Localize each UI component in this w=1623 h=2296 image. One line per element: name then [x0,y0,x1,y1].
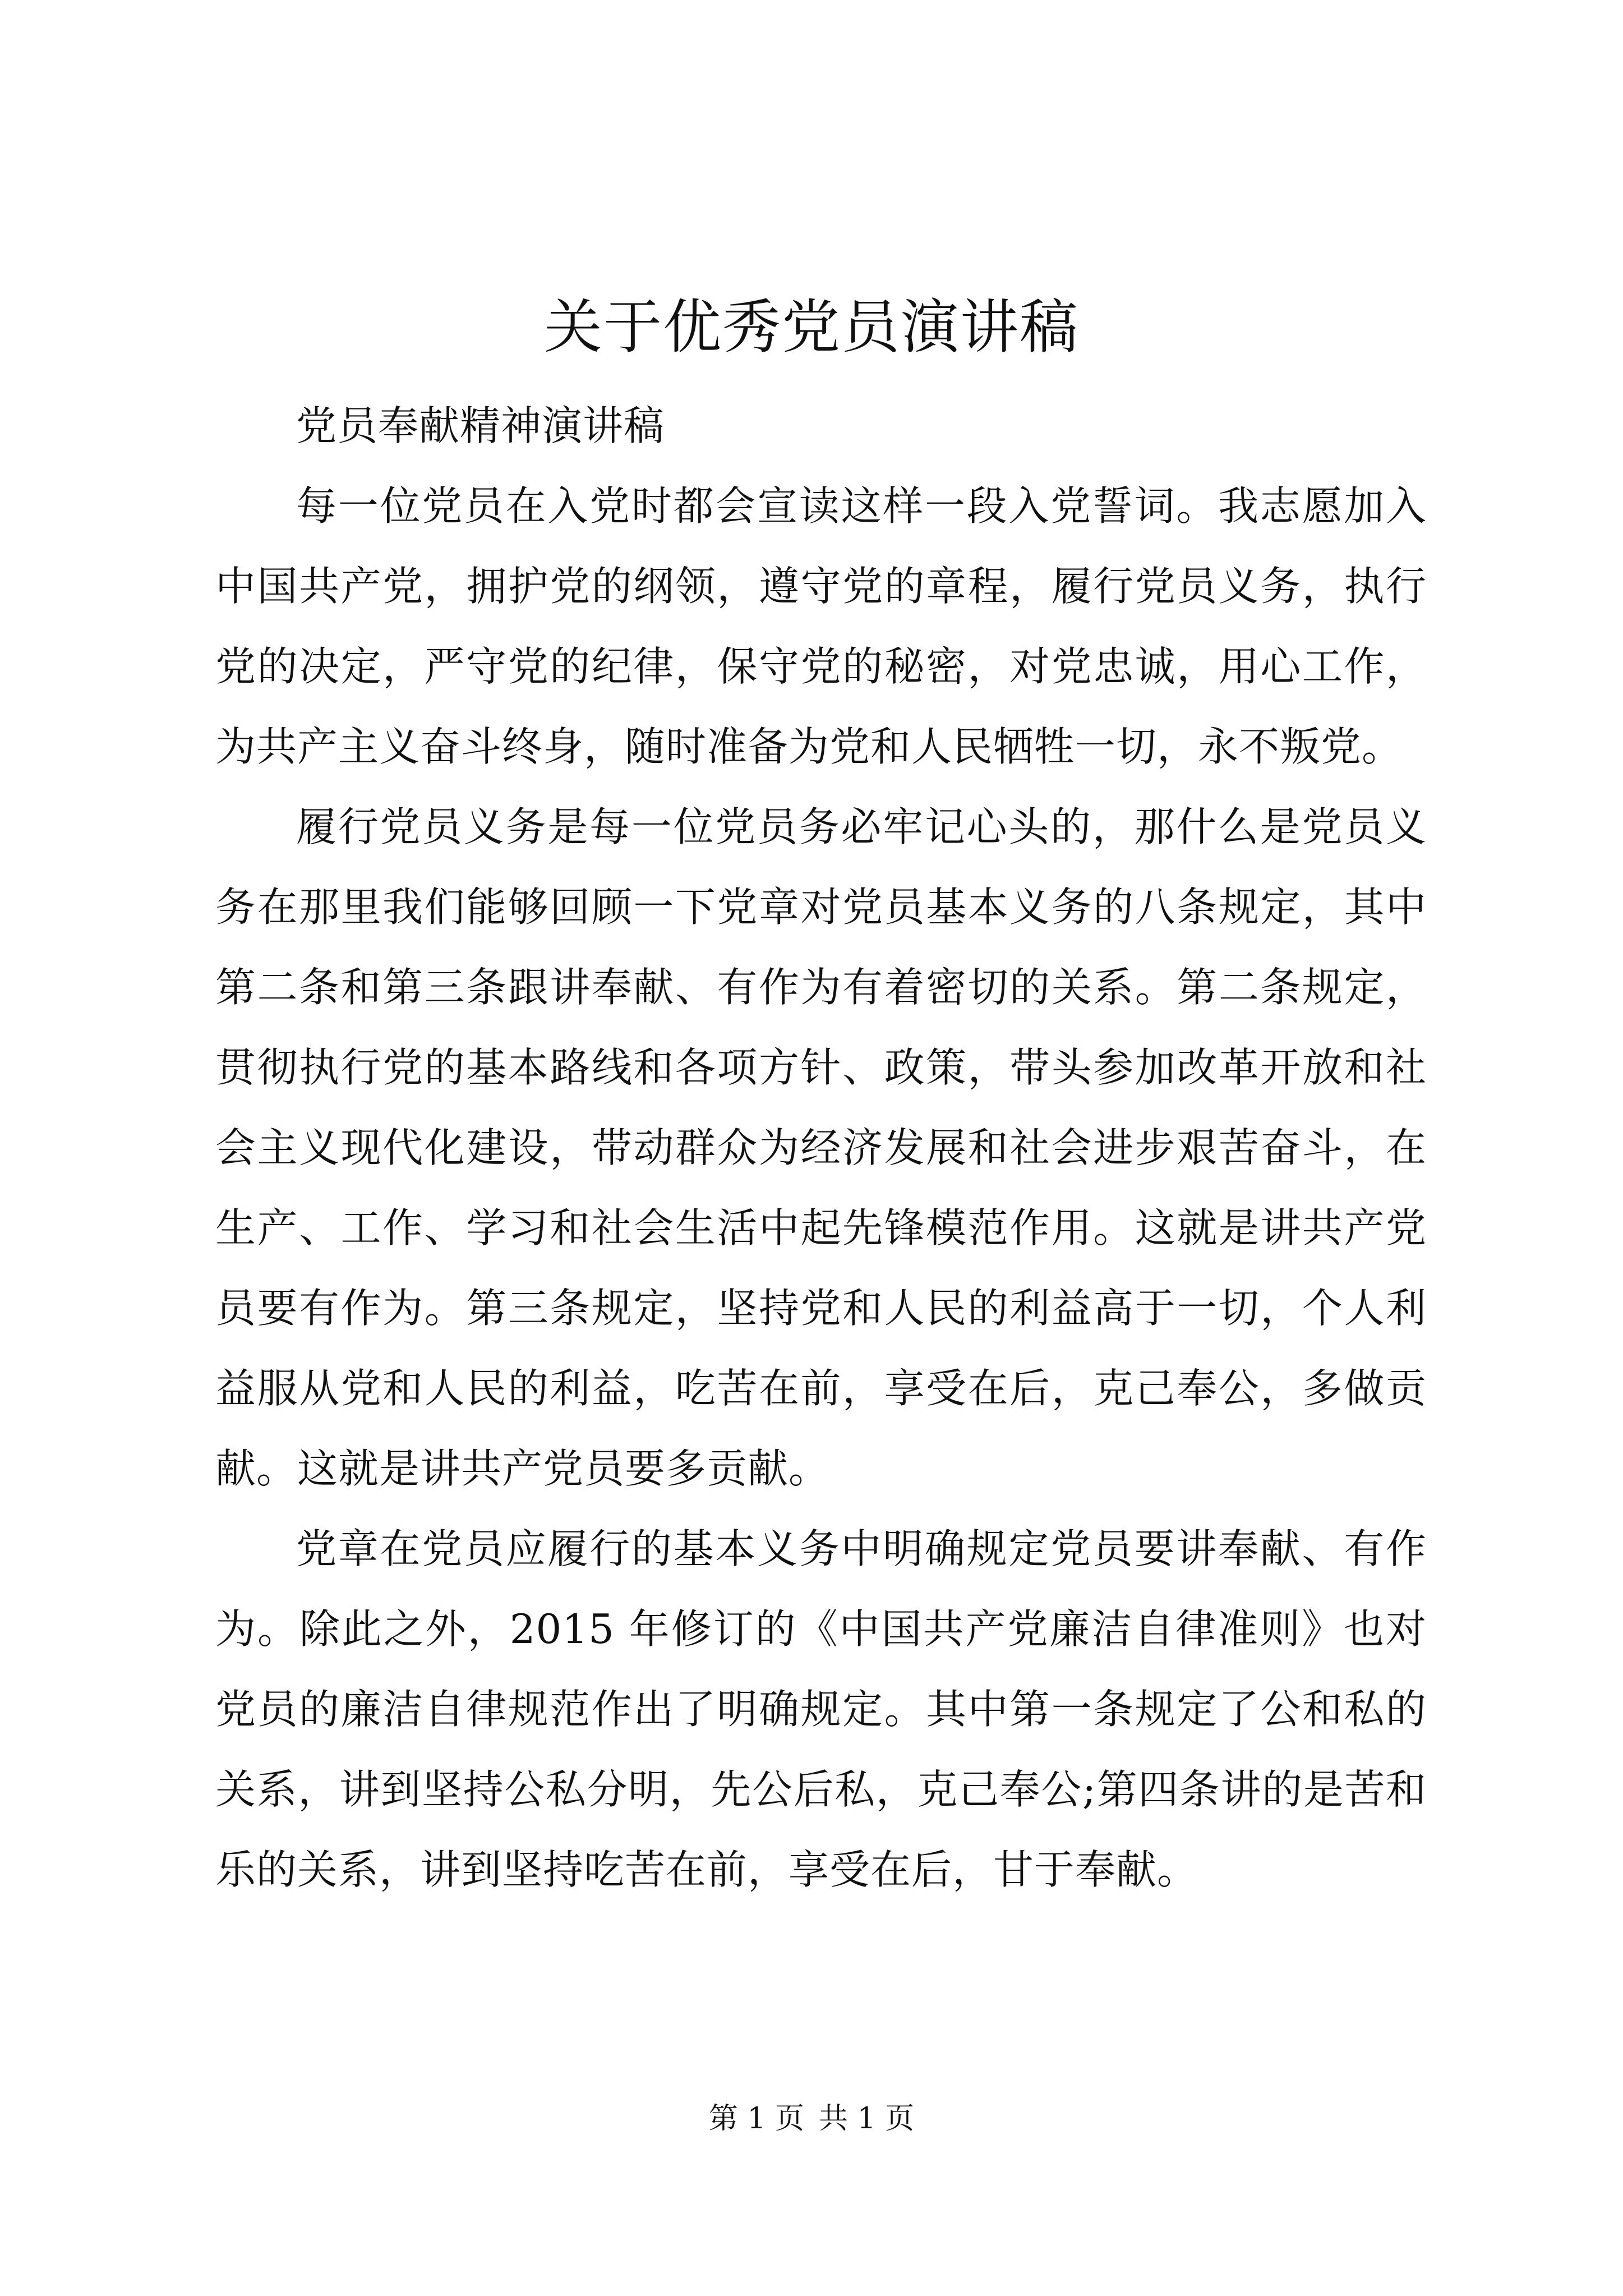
document-body [215,386,1427,1910]
body-paragraph: 党章在党员应履行的基本义务中明确规定党员要讲奉献、有作为。除此之外，2015 年修订的《中国共产党廉洁自律准则》也对党员的廉洁自律规范作出了明确规定。其中第一条规定了公和私的关系，讲到坚持公私分明，先公后私，克己奉公;第四条讲的是苦和乐的关系，讲到坚持吃苦在前，享受在后，甘于奉献。 [215,1525,1427,1893]
page-number: 第 1 页 [708,2102,804,2136]
page-footer [0,2099,1623,2138]
page-total: 共 1 页 [819,2102,915,2136]
document-title: 关于优秀党员演讲稿 [543,293,1079,361]
subtitle-paragraph: 党员奉献精神演讲稿 [296,402,665,449]
body-paragraph: 每一位党员在入党时都会宣读这样一段入党誓词。我志愿加入中国共产党，拥护党的纲领，遵守党的章程，履行党员义务，执行党的决定，严守党的纪律，保守党的秘密，对党忠诚，用心工作，为共产主义奋斗终身，随时准备为党和人民牺牲一切，永不叛党。 [215,482,1427,770]
body-paragraph: 履行党员义务是每一位党员务必牢记心头的，那什么是党员义务在那里我们能够回顾一下党章对党员基本义务的八条规定，其中第二条和第三条跟讲奉献、有作为有着密切的关系。第二条规定，贯彻执行党的基本路线和各项方针、政策，带头参加改革开放和社会主义现代化建设，带动群众为经济发展和社会进步艰苦奋斗，在生产、工作、学习和社会生活中起先锋模范作用。这就是讲共产党员要有作为。第三条规定，坚持党和人民的利益高于一切，个人利益服从党和人民的利益，吃苦在前，享受在后，克己奉公，多做贡献。这就是讲共产党员要多贡献。 [215,803,1427,1492]
